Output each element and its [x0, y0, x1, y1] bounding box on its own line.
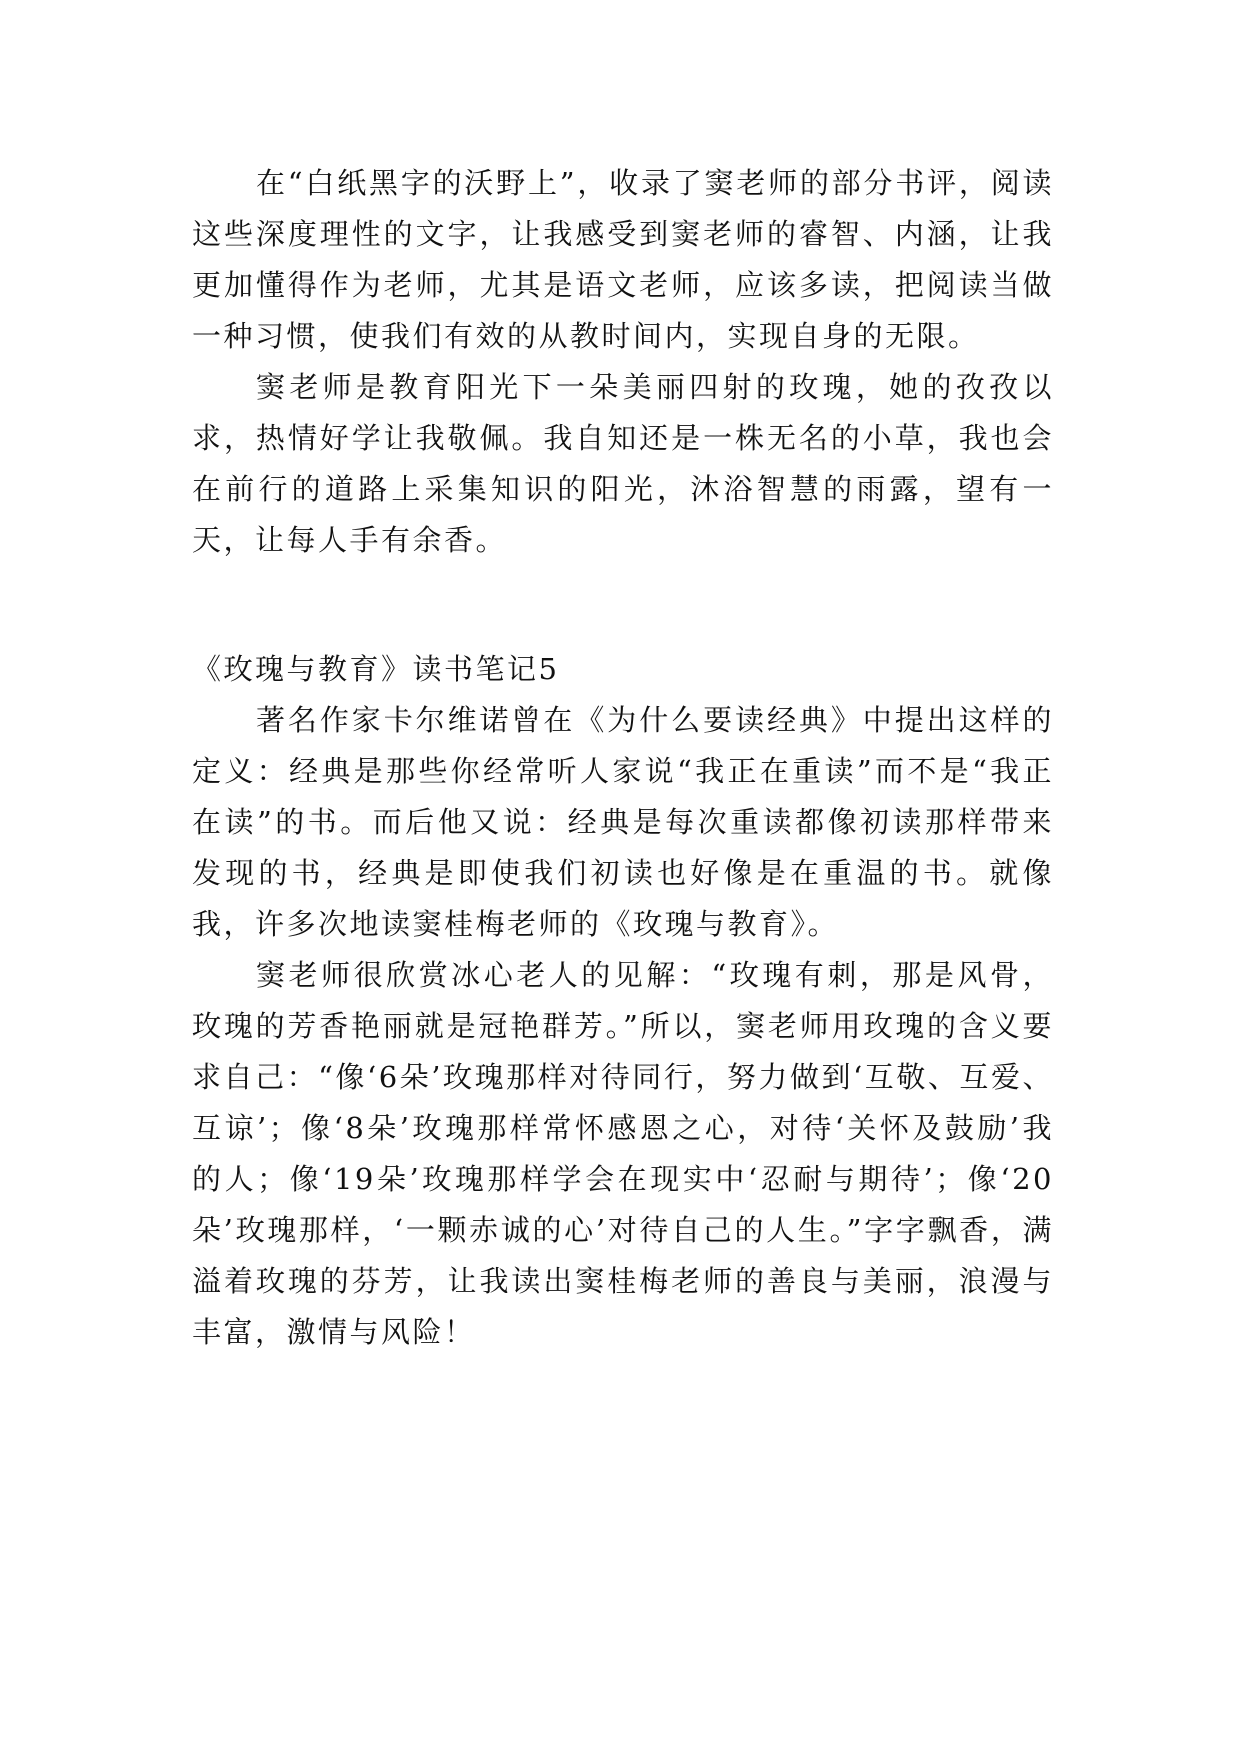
body-paragraph: 窦老师很欣赏冰心老人的见解：“玫瑰有刺，那是风骨，玫瑰的芳香艳丽就是冠艳群芳。”所以，窦老师用玫瑰的含义要求自己：“像‘6朵’玫瑰那样对待同行，努力做到‘互敬、互爱、互谅’；像‘8朵’玫瑰那样常怀感恩之心，对待‘关怀及鼓励’我的人；像‘19朵’玫瑰那样学会在现实中‘忍耐与期待’；像‘20朵’玫瑰那样，‘一颗赤诚的心’对待自己的人生。”字字飘香，满溢着玫瑰的芬芳，让我读出窦桂梅老师的善良与美丽，浪漫与丰富，激情与风险！ — [192, 958, 1054, 1349]
section-gap — [192, 566, 1054, 644]
body-paragraph: 窦老师是教育阳光下一朵美丽四射的玫瑰，她的孜孜以求，热情好学让我敬佩。我自知还是一株无名的小草，我也会在前行的道路上采集知识的阳光，沐浴智慧的雨露，望有一天，让每人手有余香。 — [192, 370, 1054, 557]
body-paragraph: 著名作家卡尔维诺曾在《为什么要读经典》中提出这样的定义：经典是那些你经常听人家说“我正在重读”而不是“我正在读”的书。而后他又说：经典是每次重读都像初读那样带来发现的书，经典是即使我们初读也好像是在重温的书。就像我，许多次地读窦桂梅老师的《玫瑰与教育》。 — [192, 703, 1054, 941]
document-body — [192, 158, 1054, 1358]
body-paragraph: 在“白纸黑字的沃野上”，收录了窦老师的部分书评，阅读这些深度理性的文字，让我感受到窦老师的睿智、内涵，让我更加懂得作为老师，尤其是语文老师，应该多读，把阅读当做一种习惯，使我们有效的从教时间内，实现自身的无限。 — [192, 166, 1054, 353]
section-heading: 《玫瑰与教育》读书笔记5 — [192, 652, 560, 686]
